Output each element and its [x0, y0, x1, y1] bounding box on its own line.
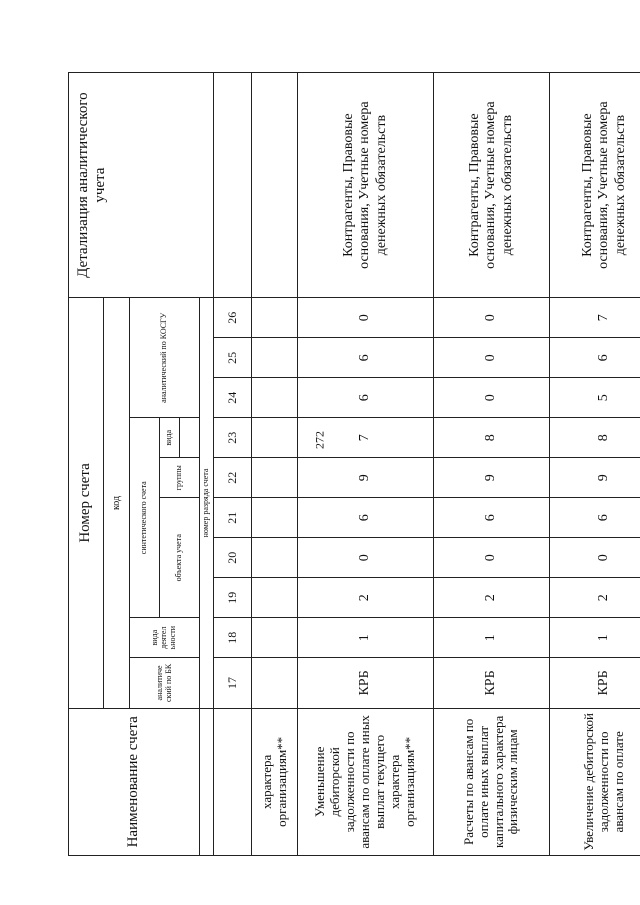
- value-cell: 2: [298, 578, 434, 618]
- account-name-cell: Расчеты по авансам по оплате иных выплат капитального характера физическим лицам: [434, 708, 550, 855]
- value-cell: 6: [298, 338, 434, 378]
- value-cell: 0: [434, 378, 550, 418]
- value-cell: КРБ: [550, 658, 640, 709]
- table-row: [550, 73, 640, 856]
- value-cell: 8: [434, 418, 550, 458]
- table-row: [434, 73, 550, 856]
- value-cell: 9: [298, 458, 434, 498]
- header-name-spacer: [200, 708, 214, 855]
- header-account-name: Наименование счета: [69, 708, 200, 855]
- value-cell: [252, 378, 298, 418]
- digits-detail-blank: [214, 73, 252, 298]
- digit-17: 17: [214, 658, 252, 709]
- value-cell: [252, 498, 298, 538]
- digit-26: 26: [214, 298, 252, 338]
- value-cell: 0: [434, 298, 550, 338]
- value-cell: 7: [298, 418, 434, 458]
- value-cell: [252, 578, 298, 618]
- account-name-cell: характера организациям**: [252, 708, 298, 855]
- header-object: объекта учета: [160, 498, 200, 618]
- header-digit-number: номер разряда счета: [200, 298, 214, 708]
- detail-cell: Контрагенты, Правовые основания, Учетные номера денежных обязательств: [434, 73, 550, 298]
- value-cell: [252, 658, 298, 709]
- header-analytic-bk: аналитиче ский по БК: [130, 658, 200, 709]
- header-synthetic: синтетического счета: [130, 418, 160, 618]
- value-cell: 7: [550, 298, 640, 338]
- account-name-cell: Уменьшение дебиторской задолженности по авансам по оплате иных выплат текущего характера организациям**: [298, 708, 434, 855]
- digits-blank: [214, 708, 252, 855]
- detail-cell: [252, 73, 298, 298]
- value-cell: 2: [434, 578, 550, 618]
- value-cell: 6: [550, 338, 640, 378]
- value-cell: 6: [550, 498, 640, 538]
- value-cell: 9: [434, 458, 550, 498]
- value-cell: 6: [298, 498, 434, 538]
- value-cell: КРБ: [298, 658, 434, 709]
- table-row: [298, 73, 434, 856]
- rotated-table-container: [68, 72, 628, 856]
- value-cell: 9: [550, 458, 640, 498]
- digit-20: 20: [214, 538, 252, 578]
- value-cell: 2: [550, 578, 640, 618]
- digit-22: 22: [214, 458, 252, 498]
- header-kind: вида: [160, 418, 180, 458]
- detail-cell: Контрагенты, Правовые основания, Учетные номера денежных обязательств: [550, 73, 640, 298]
- header-activity-type: вида деятел ьности: [130, 618, 200, 658]
- header-code: код: [104, 298, 130, 708]
- header-analytic-kosgu: аналитический по КОСГУ: [130, 298, 200, 418]
- value-cell: 5: [550, 378, 640, 418]
- header-group: группы: [160, 458, 200, 498]
- header-account-number: Номер счета: [69, 298, 104, 708]
- value-cell: 0: [434, 538, 550, 578]
- header-detail: Детализация аналитического учета: [69, 73, 214, 298]
- value-cell: 0: [434, 338, 550, 378]
- account-name-cell: Увеличение дебиторской задолженности по авансам по оплате: [550, 708, 640, 855]
- value-cell: [252, 538, 298, 578]
- value-cell: [252, 338, 298, 378]
- digit-25: 25: [214, 338, 252, 378]
- value-cell: КРБ: [434, 658, 550, 709]
- digit-21: 21: [214, 498, 252, 538]
- digits-row: [214, 73, 252, 856]
- digit-24: 24: [214, 378, 252, 418]
- accounts-table: [68, 72, 640, 856]
- value-cell: [252, 298, 298, 338]
- header-row-1: [69, 73, 104, 856]
- value-cell: [252, 458, 298, 498]
- value-cell: 0: [298, 298, 434, 338]
- table-row: [252, 73, 298, 856]
- value-cell: [252, 618, 298, 658]
- value-cell: 1: [550, 618, 640, 658]
- page-number: 272: [312, 431, 327, 449]
- value-cell: 8: [550, 418, 640, 458]
- value-cell: 0: [550, 538, 640, 578]
- digit-19: 19: [214, 578, 252, 618]
- value-cell: [252, 418, 298, 458]
- digit-18: 18: [214, 618, 252, 658]
- value-cell: 0: [298, 538, 434, 578]
- detail-cell: Контрагенты, Правовые основания, Учетные номера денежных обязательств: [298, 73, 434, 298]
- header-kind-blank: [180, 418, 200, 458]
- value-cell: 1: [434, 618, 550, 658]
- digit-23: 23: [214, 418, 252, 458]
- value-cell: 6: [434, 498, 550, 538]
- value-cell: 6: [298, 378, 434, 418]
- value-cell: 1: [298, 618, 434, 658]
